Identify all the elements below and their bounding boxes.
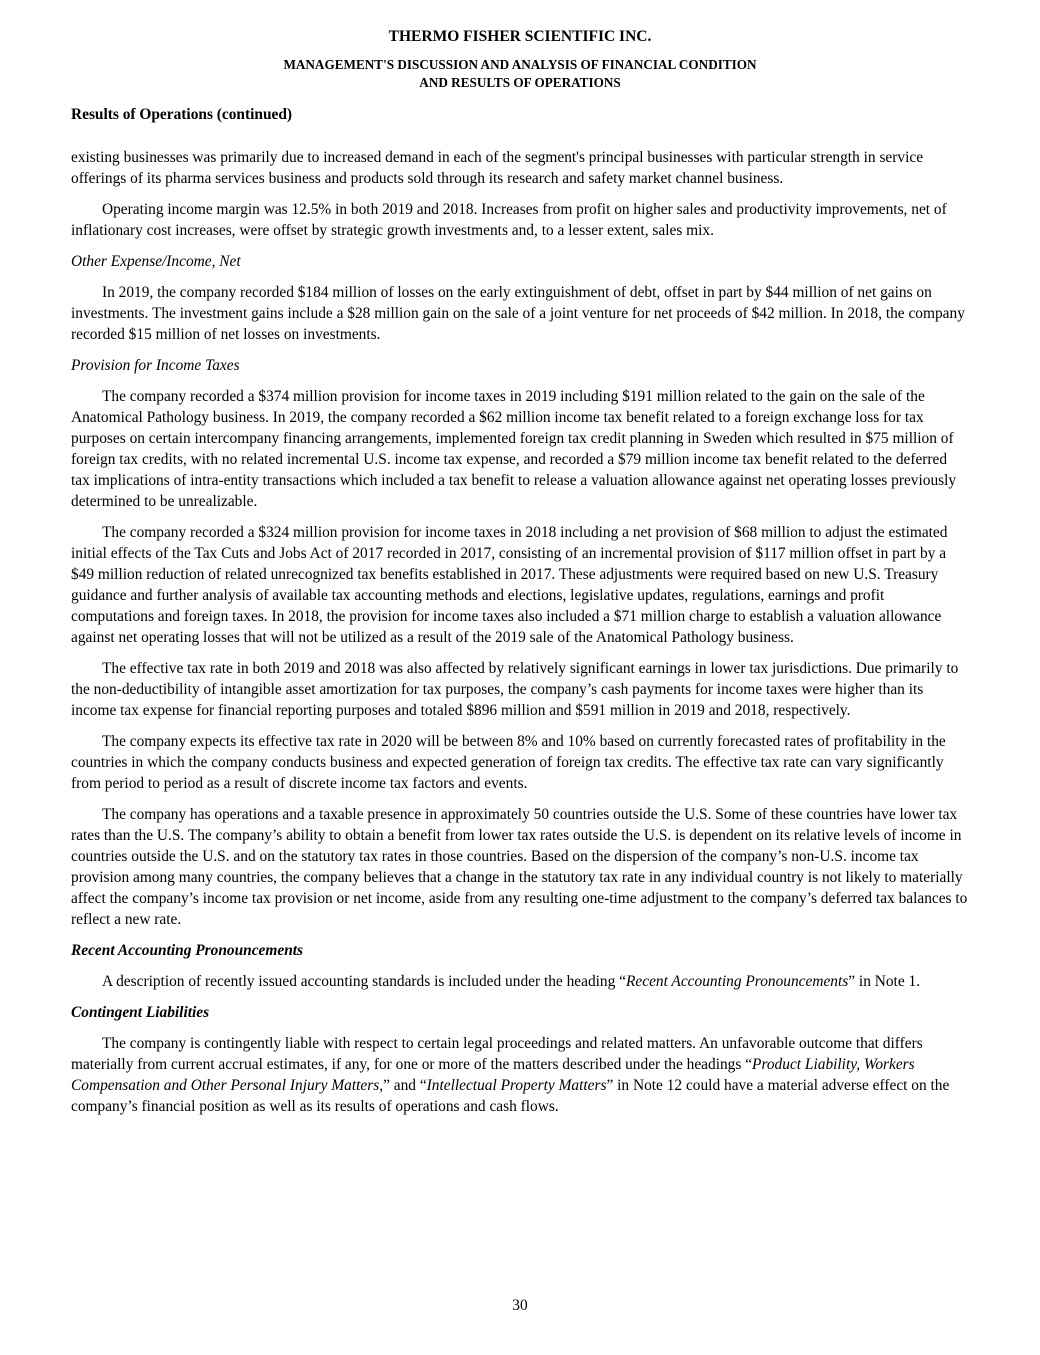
text-segment: ,” and “ — [379, 1077, 427, 1094]
heading-contingent-liabilities: Contingent Liabilities — [71, 1004, 210, 1021]
paragraph-foreign-operations: The company has operations and a taxable presence in approximately 50 countries outside the U.S. Some of these countries have lower tax rates than the U.S. The company’s ability to obtain a benefit from lower tax rates outside the U.S. is dependent on its relative levels of income in countries outside the U.S. and on the statutory tax rates in those countries. Based on the dispersion of the company’s non-U.S. income tax provision among many countries, the company believes that a change in the statutory tax rate in any individual country is not likely to materially affect the company’s income tax provision or net income, aside from any resulting one-time adjustment to the company’s deferred tax balances to reflect a new rate. — [71, 806, 968, 928]
subtitle-line-2: AND RESULTS OF OPERATIONS — [419, 75, 621, 90]
paragraph-operating-margin: Operating income margin was 12.5% in both 2019 and 2018. Increases from profit on higher sales and productivity improvements, net of inflationary cost increases, were offset by strategic growth investments and, to a lesser extent, sales mix. — [71, 201, 947, 239]
italic-reference: Product Liability, Workers Compensation and Other Personal Injury Matters — [71, 1056, 915, 1094]
paragraph-other-expense: In 2019, the company recorded $184 million of losses on the early extinguishment of debt, offset in part by $44 million of net gains on investments. The investment gains include a $28 million gain on the sale of a joint venture for net proceeds of $42 million. In 2018, the company recorded $15 million of net losses on investments. — [71, 284, 965, 343]
paragraph-recent-pronouncements — [71, 971, 969, 992]
text-segment: The company is contingently liable with respect to certain legal proceedings and related matters. An unfavorable outcome that differs materially from current accrual estimates, if any, for one or more of the matters described under the headings “ — [71, 1035, 923, 1073]
heading-recent-pronouncements: Recent Accounting Pronouncements — [71, 942, 304, 959]
paragraph-continued: existing businesses was primarily due to increased demand in each of the segment's principal businesses with particular strength in service offerings of its pharma services business and products sold through its research and safety market channel business. — [71, 149, 924, 187]
section-title: Results of Operations (continued) — [71, 106, 293, 123]
text-segment: ” in Note 1. — [848, 973, 921, 990]
paragraph-effective-rate: The effective tax rate in both 2019 and 2018 was also affected by relatively significant earnings in lower tax jurisdictions. Due primarily to the non-deductibility of intangible asset amortization for tax purposes, the company’s cash payments for income taxes were higher than its income tax expense for financial reporting purposes and totaled $896 million and $591 million in 2019 and 2018, respectively. — [71, 660, 959, 719]
company-name: THERMO FISHER SCIENTIFIC INC. — [388, 28, 652, 45]
italic-reference: Recent Accounting Pronouncements — [626, 973, 849, 990]
paragraph-tax-2019: The company recorded a $374 million provision for income taxes in 2019 including $191 million related to the gain on the sale of the Anatomical Pathology business. In 2019, the company recorded a $62 million income tax benefit related to a foreign exchange loss for tax purposes on certain intercompany financing arrangements, implemented foreign tax credit planning in Sweden which resulted in $75 million of foreign tax credits, with no related incremental U.S. income tax expense, and recorded a $79 million income tax benefit related to the deferred tax implications of intra-entity transactions which included a tax benefit to release a valuation allowance against net operating losses previously determined to be unrealizable. — [71, 388, 957, 510]
document-page — [71, 26, 969, 1117]
subtitle-line-1: MANAGEMENT'S DISCUSSION AND ANALYSIS OF FINANCIAL CONDITION — [283, 57, 757, 72]
text-segment: A description of recently issued accounting standards is included under the heading “ — [102, 973, 626, 990]
paragraph-contingent-liabilities — [71, 1033, 969, 1117]
report-subtitle — [71, 56, 969, 92]
paragraph-tax-outlook: The company expects its effective tax rate in 2020 will be between 8% and 10% based on currently forecasted rates of profitability in the countries in which the company conducts business and expected generation of foreign tax credits. The effective tax rate can vary significantly from period to period as a result of discrete income tax factors and events. — [71, 733, 946, 792]
italic-reference: Intellectual Property Matters — [426, 1077, 607, 1094]
heading-other-expense: Other Expense/Income, Net — [71, 253, 241, 270]
paragraph-tax-2018: The company recorded a $324 million provision for income taxes in 2018 including a net provision of $68 million to adjust the estimated initial effects of the Tax Cuts and Jobs Act of 2017 recorded in 2017, consisting of an incremental provision of $117 million offset in part by a $49 million reduction of related unrecognized tax benefits established in 2017. These adjustments were required based on new U.S. Treasury guidance and further analysis of available tax accounting methods and elections, legislative updates, regulations, earnings and profit computations and foreign taxes. In 2018, the provision for income taxes also included a $71 million charge to establish a valuation allowance against net operating losses that will not be utilized as a result of the 2019 sale of the Anatomical Pathology business. — [71, 524, 948, 646]
heading-income-taxes: Provision for Income Taxes — [71, 357, 240, 374]
page-number: 30 — [512, 1297, 528, 1314]
text-segment: ” in Note 12 could have a material adverse effect on the company’s financial position as well as its results of operations and cash flows. — [71, 1077, 950, 1115]
